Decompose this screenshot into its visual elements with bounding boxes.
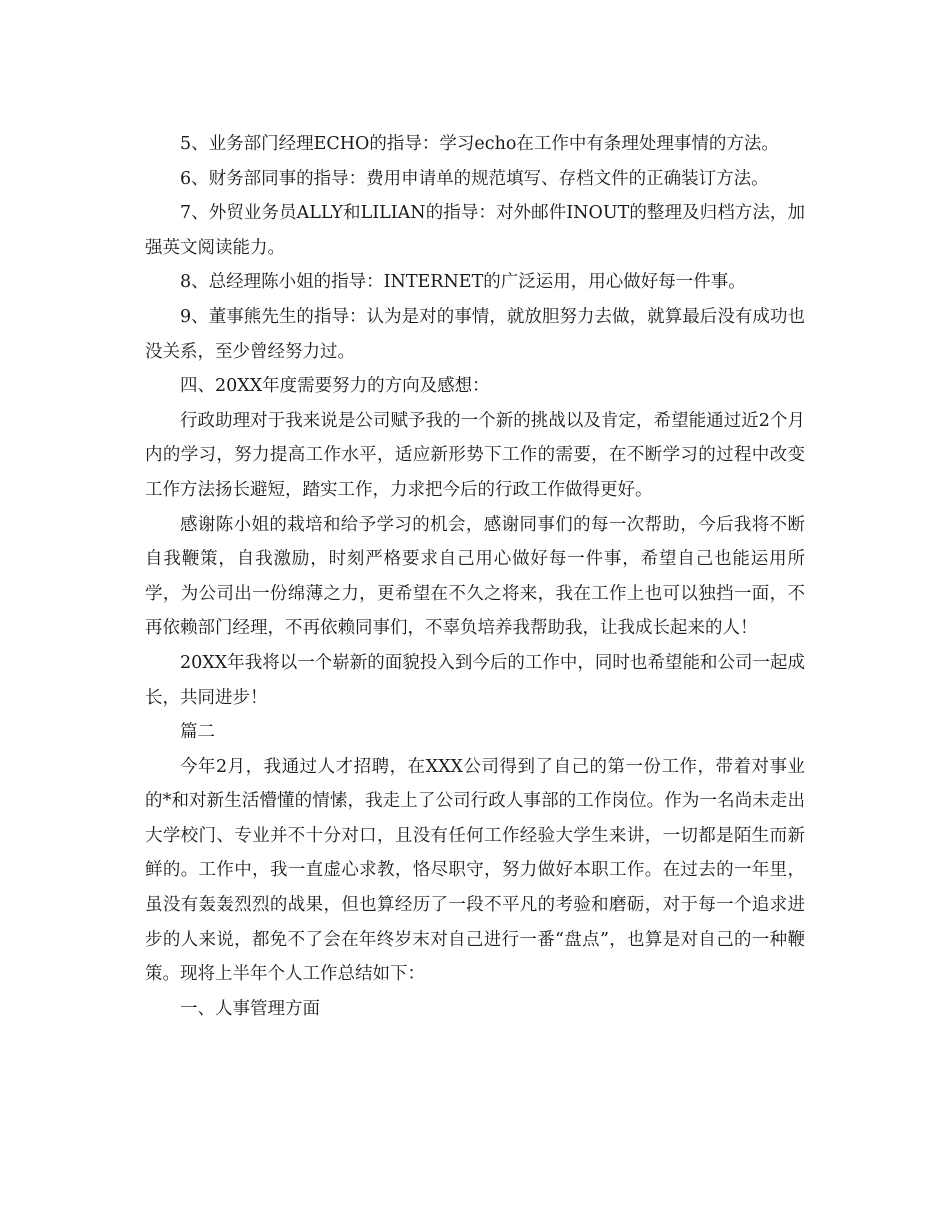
paragraph-intro: 今年2月，我通过人才招聘，在XXX公司得到了自己的第一份工作，带着对事业的*和对新生活懵懂的情愫，我走上了公司行政人事部的工作岗位。作为一名尚未走出大学校门、专业并不十分对口，且没有任何工作经验大学生来讲，一切都是陌生而新鲜的。工作中，我一直虚心求教，恪尽职守，努力做好本职工作。在过去的一年里，虽没有轰轰烈烈的战果，但也算经历了一段不平凡的考验和磨砺，对于每一个追求进步的人来说，都免不了会在年终岁末对自己进行一番“盘点”，也算是对自己的一种鞭策。现将上半年个人工作总结如下： <box>145 756 805 985</box>
section-heading-1: 一、人事管理方面 <box>180 998 320 1019</box>
paragraph-thanks: 感谢陈小姐的栽培和给予学习的机会，感谢同事们的每一次帮助，今后我将不断自我鞭策，自我激励，时刻严格要求自己用心做好每一件事，希望自己也能运用所学，为公司出一份绵薄之力，更希望在不久之将来，我在工作上也可以独挡一面，不再依赖部门经理，不再依赖同事们，不辜负培养我帮助我，让我成长起来的人！ <box>145 514 805 639</box>
paragraph-item-8: 8、总经理陈小姐的指导：INTERNET的广泛运用，用心做好每一件事。 <box>180 272 746 293</box>
paragraph-item-5: 5、业务部门经理ECHO的指导：学习echo在工作中有条理处理事情的方法。 <box>180 134 779 154</box>
paragraph-item-7: 7、外贸业务员ALLY和LILIAN的指导：对外邮件INOUT的整理及归档方法，加强英文阅读能力。 <box>145 203 805 258</box>
section-heading-4: 四、20XX年度需要努力的方向及感想： <box>180 376 490 397</box>
paragraph-item-9: 9、董事熊先生的指导：认为是对的事情，就放胆努力去做，就算最后没有成功也没关系，至少曾经努力过。 <box>145 306 805 362</box>
paragraph-reflection: 行政助理对于我来说是公司赋予我的一个新的挑战以及肯定，希望能通过近2个月内的学习，努力提高工作水平，适应新形势下工作的需要，在不断学习的过程中改变工作方法扬长避短，踏实工作，力求把今后的行政工作做得更好。 <box>145 410 805 500</box>
document-body <box>145 127 805 1026</box>
paragraph-outlook: 20XX年我将以一个崭新的面貌投入到今后的工作中，同时也希望能和公司一起成长，共同进步！ <box>145 652 805 708</box>
part-heading: 篇二 <box>180 722 215 743</box>
paragraph-item-6: 6、财务部同事的指导：费用申请单的规范填写、存档文件的正确装订方法。 <box>180 168 769 189</box>
